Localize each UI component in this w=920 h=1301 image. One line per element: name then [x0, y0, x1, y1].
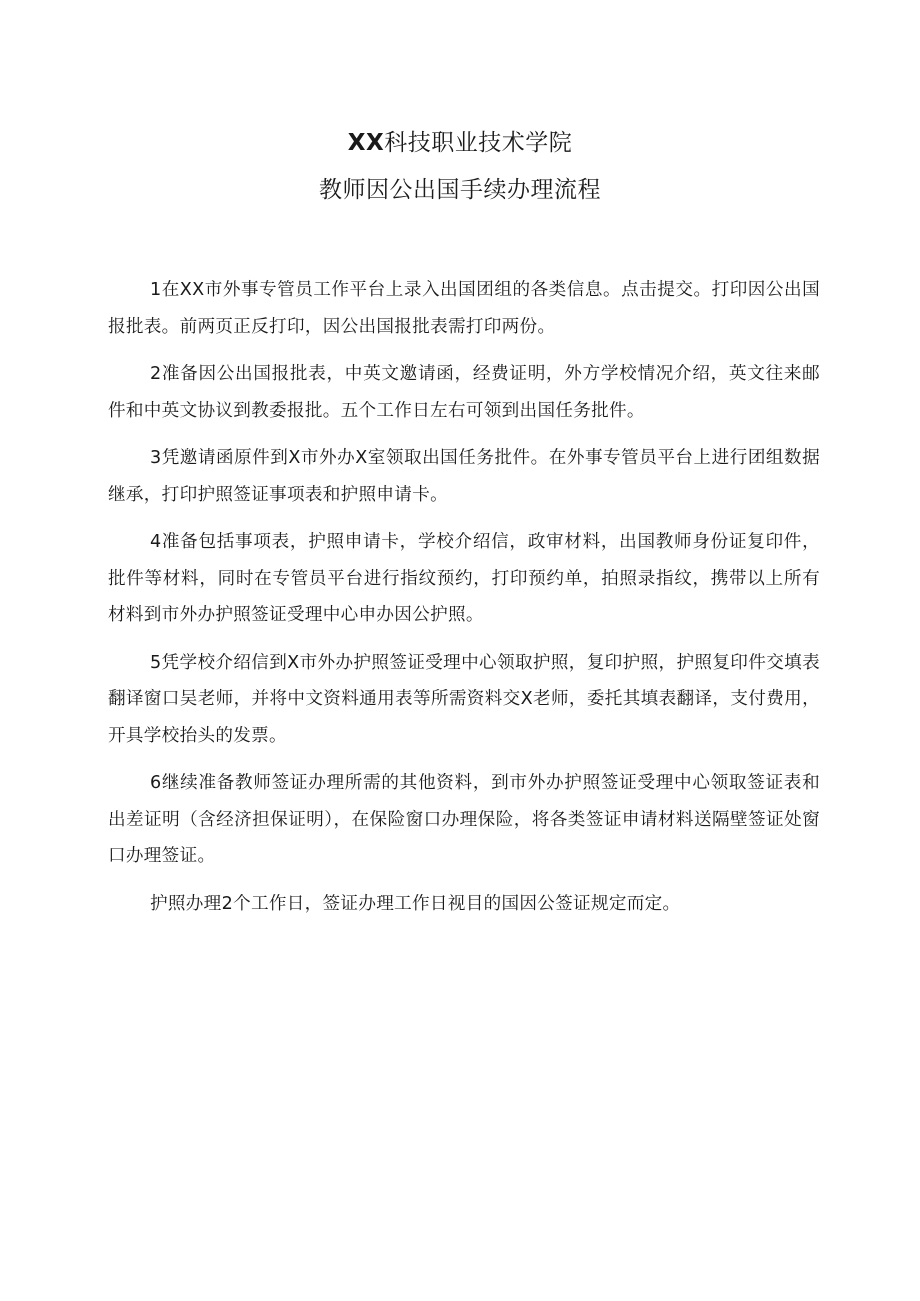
paragraph-step-6: 6继续准备教师签证办理所需的其他资料，到市外办护照签证受理中心领取签证表和出差证明（含经济担保证明），在保险窗口办理保险，将各类签证申请材料送隔壁签证处窗口办理签证。: [108, 773, 820, 866]
paragraph-step-4: 4准备包括事项表，护照申请卡，学校介绍信，政审材料，出国教师身份证复印件，批件等材料，同时在专管员平台进行指纹预约，打印预约单，拍照录指纹，携带以上所有材料到市外办护照签证受理中心申办因公护照。: [108, 532, 820, 625]
paragraph-step-5: 5凭学校介绍信到X市外办护照签证受理中心领取护照，复印护照，护照复印件交填表翻译窗口吴老师，并将中文资料通用表等所需资料交X老师，委托其填表翻译，支付费用，开具学校抬头的发票。: [108, 652, 820, 746]
title-line-1: [0, 128, 920, 158]
title-line-1-text: 科技职业技术学院: [384, 130, 573, 156]
title-line-2: 教师因公出国手续办理流程: [319, 177, 601, 203]
paragraph-step-2: 2准备因公出国报批表，中英文邀请函，经费证明，外方学校情况介绍，英文往来邮件和中英文协议到教委报批。五个工作日左右可领到出国任务批件。: [108, 364, 820, 421]
paragraph-note: 护照办理2个工作日，签证办理工作日视目的国因公签证规定而定。: [150, 893, 681, 914]
title-prefix: XX: [347, 130, 385, 156]
paragraph-step-3: 3凭邀请函原件到X市外办X室领取出国任务批件。在外事专管员平台上进行团组数据继承，打印护照签证事项表和护照申请卡。: [108, 448, 820, 505]
document-title: [0, 128, 920, 205]
paragraph-step-1: 1在XX市外事专管员工作平台上录入出国团组的各类信息。点击提交。打印因公出国报批表。前两页正反打印，因公出国报批表需打印两份。: [108, 280, 820, 337]
document-body: [108, 272, 820, 933]
